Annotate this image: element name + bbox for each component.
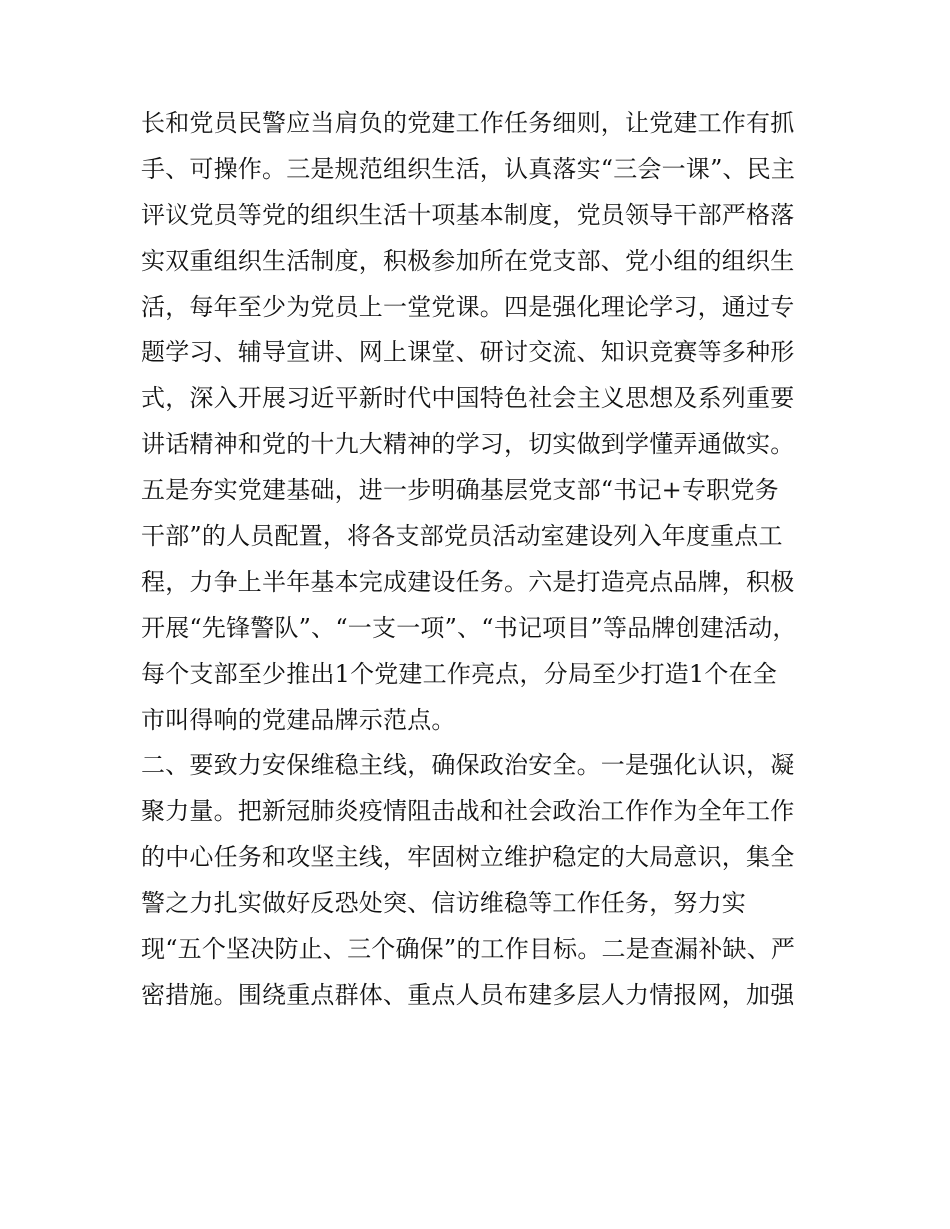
text-line: 程，力争上半年基本完成建设任务。六是打造亮点品牌，积极 xyxy=(141,567,795,596)
text-line: 讲话精神和党的十九大精神的学习，切实做到学懂弄通做实。 xyxy=(141,430,795,459)
text-line: 实双重组织生活制度，积极参加所在党支部、党小组的组织生 xyxy=(141,246,795,275)
text-line: 每个支部至少推出1个党建工作亮点，分局至少打造1个在全 xyxy=(141,659,777,688)
text-line: 开展“先锋警队”、“一支一项”、“书记项目”等品牌创建活动， xyxy=(141,613,797,642)
text-line: 的中心任务和攻坚主线，牢固树立维护稳定的大局意识，集全 xyxy=(141,843,795,872)
text-line: 题学习、辅导宣讲、网上课堂、研讨交流、知识竞赛等多种形 xyxy=(141,338,795,367)
text-line: 五是夯实党建基础，进一步明确基层党支部“书记+专职党务 xyxy=(141,476,779,505)
text-line: 聚力量。把新冠肺炎疫情阻击战和社会政治工作作为全年工作 xyxy=(141,797,795,826)
text-line: 活，每年至少为党员上一堂党课。四是强化理论学习，通过专 xyxy=(141,292,795,321)
text-line: 密措施。围绕重点群体、重点人员布建多层人力情报网，加强 xyxy=(141,980,795,1009)
text-line: 现“五个坚决防止、三个确保”的工作目标。二是查漏补缺、严 xyxy=(141,935,796,964)
text-line: 二、要致力安保维稳主线，确保政治安全。一是强化认识，凝 xyxy=(141,751,795,780)
text-line: 手、可操作。三是规范组织生活，认真落实“三会一课”、民主 xyxy=(141,154,796,183)
text-line: 长和党员民警应当肩负的党建工作任务细则，让党建工作有抓 xyxy=(141,109,795,137)
text-line: 警之力扎实做好反恐处突、信访维稳等工作任务，努力实 xyxy=(141,889,746,918)
body-text xyxy=(141,101,821,1019)
text-line: 市叫得响的党建品牌示范点。 xyxy=(141,705,456,734)
text-line: 干部”的人员配置，将各支部党员活动室建设列入年度重点工 xyxy=(141,522,783,551)
text-line: 式，深入开展习近平新时代中国特色社会主义思想及系列重要 xyxy=(141,384,795,413)
text-line: 评议党员等党的组织生活十项基本制度，党员领导干部严格落 xyxy=(141,200,795,229)
